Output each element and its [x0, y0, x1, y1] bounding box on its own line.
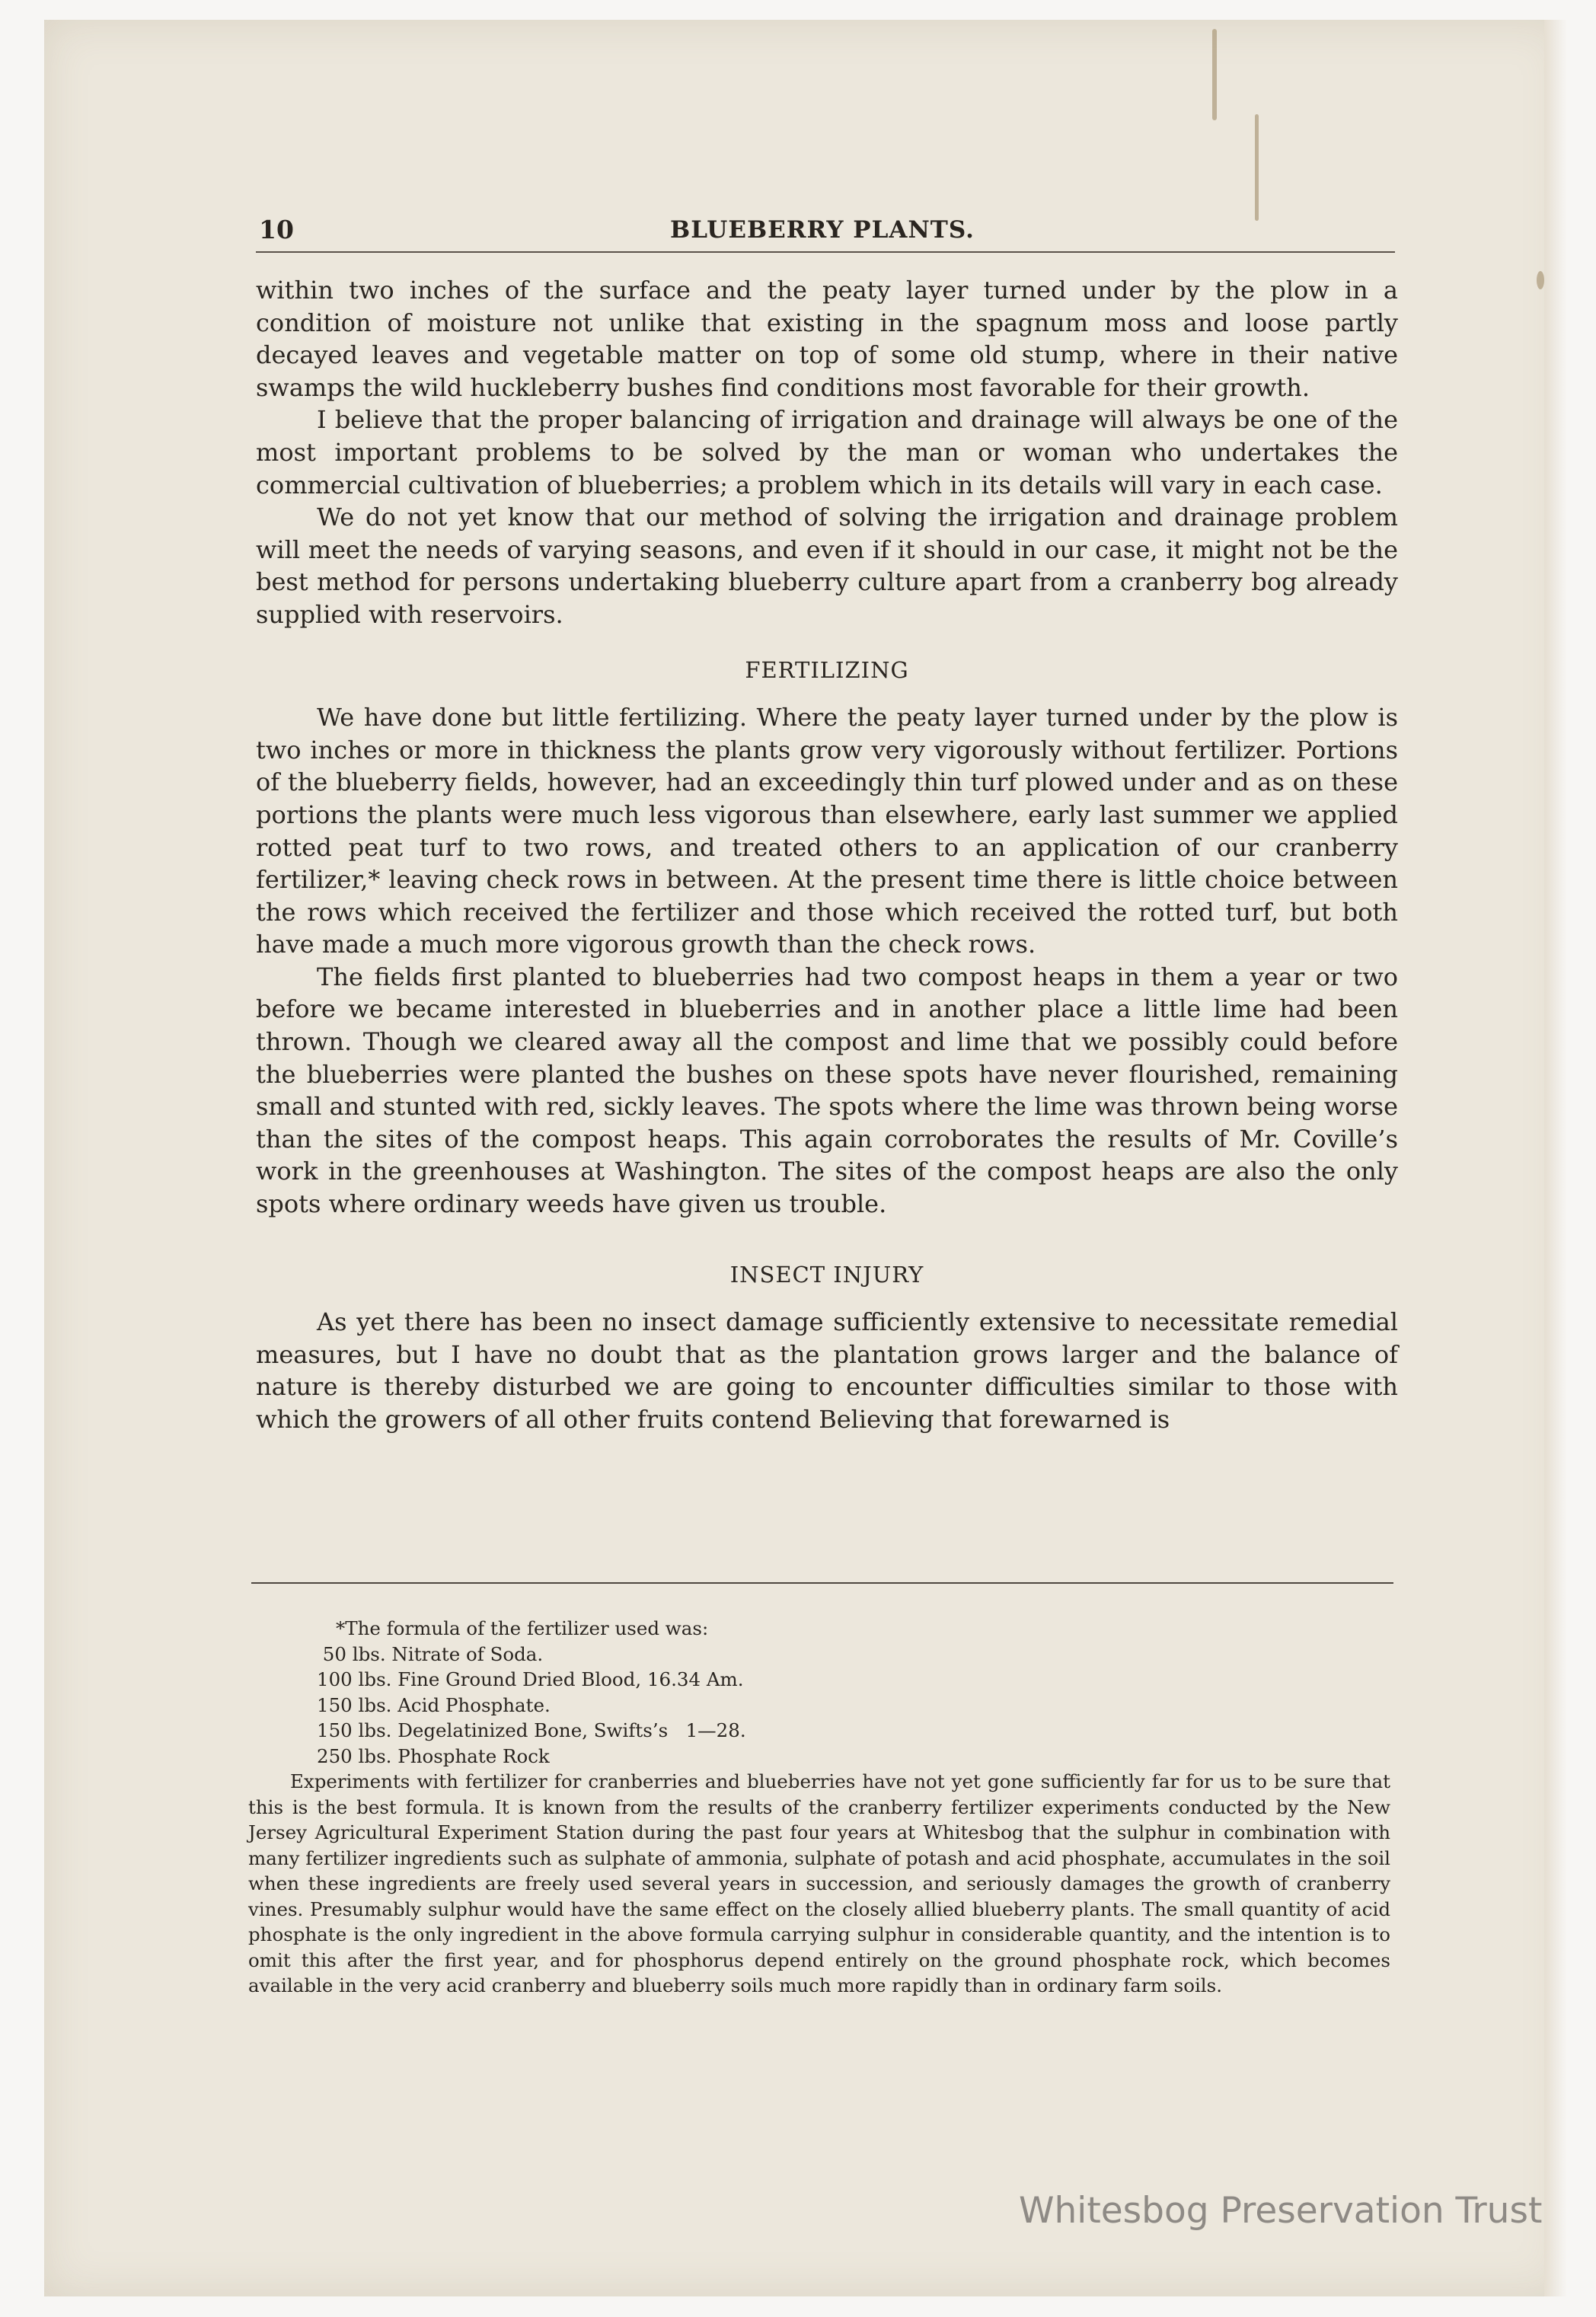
paragraph: within two inches of the surface and the peaty layer turned under by the plow in a condition of moisture not unlike that existing in the spagnum moss and loose partly decayed leaves and vegetable matter on top of some old stump, where in their native swamps the wild huckleberry bushes find conditions most favorable for their growth.	[256, 276, 1398, 402]
header-divider	[256, 251, 1395, 253]
footnote-paragraph: Experiments with fertilizer for cranberries and blueberries have not yet gone sufficiently far for us to be sure that this is the best formula. It is known from the results of the cranberry fertilizer experiments conducted by the New Jersey Agricultural Experiment Station during the past four years at Whitesbog that the sulphur in combination with many fertilizer ingredients such as sulphate of ammonia, sulphate of potash and acid phosphate, accumulates in the soil when these ingredients are freely used several years in succession, and seriously damages the growth of cranberry vines. Presumably sulphur would have the same effect on the closely allied blueberry plants. The small quantity of acid phosphate is the only ingredient in the above formula carrying sulphur in considerable quantity, and the intention is to omit this after the first year, and for phosphorus depend entirely on the ground phosphate rock, which becomes available in the very acid cranberry and blueberry soils much more rapidly than in ordinary farm soils.	[248, 1770, 1390, 1996]
section-heading-fertilizing: FERTILIZING	[745, 656, 909, 683]
page-number: 10	[259, 215, 294, 244]
footnote	[248, 1616, 1390, 1999]
watermark: Whitesbog Preservation Trust	[1019, 2190, 1543, 2232]
paragraph: We have done but little fertilizing. Where the peaty layer turned under by the plow is two inches or more in thickness the plants grow very vigorously without fertilizer. Portions of the blueberry fields, however, had an exceedingly thin turf plowed under and as on these portions the plants were much less vigorous than elsewhere, early last summer we applied rotted peat turf to two rows, and treated others to an application of our cranberry fertilizer,* leaving check rows in between. At the present time there is little choice between the rows which received the fertilizer and those which received the rotted turf, but both have made a much more vigorous growth than the check rows.	[256, 703, 1398, 959]
formula-line: 150 lbs. Acid Phosphate.	[317, 1693, 551, 1716]
paragraph: As yet there has been no insect damage sufficiently extensive to necessitate remedial measures, but I have no doubt that as the plantation grows larger and the balance of nature is thereby disturbed we are going to encounter difficulties similar to those with which the growers of all other fruits contend Believing that forewarned is	[256, 1307, 1398, 1434]
page-header	[259, 215, 1401, 245]
paragraph: I believe that the proper balancing of irrigation and drainage will always be one of the most important problems to be solved by the man or woman who undertakes the commercial cultivation of blueberries; a problem which in its details will vary in each case.	[256, 405, 1398, 499]
section-heading-insect-injury: INSECT INJURY	[729, 1261, 924, 1288]
sheet-edge	[1544, 20, 1567, 2296]
running-title: BLUEBERRY PLANTS.	[670, 216, 975, 244]
paper-stain	[1255, 114, 1259, 221]
body-text	[256, 274, 1398, 1436]
paragraph: The fields first planted to blueberries had two compost heaps in them a year or two before we became interested in blueberries and in another place a little lime had been thrown. Though we cleared away all the compost and lime that we possibly could before the blueberries were planted the bushes on these spots have never flourished, remaining small and stunted with red, sickly leaves. The spots where the lime was thrown being worse than the sites of the compost heaps. This again corroborates the results of Mr. Coville’s work in the greenhouses at Washington. The sites of the compost heaps are also the only spots where ordinary weeds have given us trouble.	[256, 962, 1398, 1219]
paragraph: We do not yet know that our method of solving the irrigation and drainage problem will meet the needs of varying seasons, and even if it should in our case, it might not be the best method for persons undertaking blueberry culture apart from a cranberry bog already supplied with reservoirs.	[256, 503, 1398, 629]
paper-stain	[1537, 271, 1544, 289]
formula-line: 100 lbs. Fine Ground Dried Blood, 16.34 Am.	[317, 1668, 744, 1690]
footnote-divider	[251, 1582, 1393, 1584]
formula-line: 50 lbs. Nitrate of Soda.	[317, 1642, 544, 1665]
footnote-intro: *The formula of the fertilizer used was:	[336, 1617, 709, 1639]
formula-line: 150 lbs. Degelatinized Bone, Swifts’s 1—28.	[317, 1719, 746, 1741]
paper-stain	[1212, 29, 1217, 120]
formula-line: 250 lbs. Phosphate Rock	[317, 1744, 550, 1767]
